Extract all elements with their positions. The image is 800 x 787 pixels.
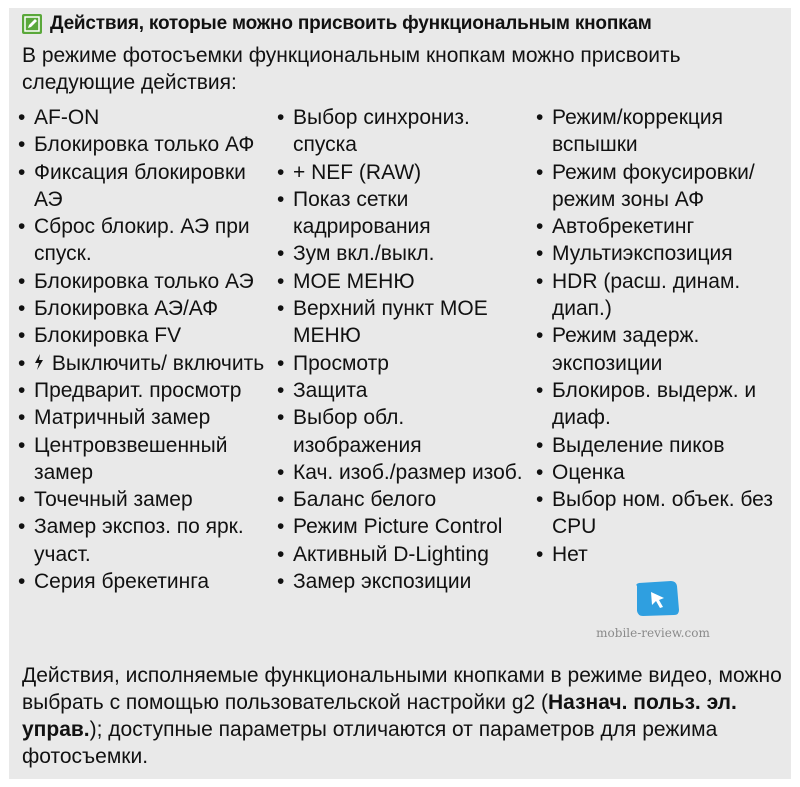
flash-icon <box>34 350 44 377</box>
actions-column-3 <box>536 104 786 568</box>
list-item: • Точечный замер <box>18 486 268 513</box>
list-item: • Блокировка только АЭ <box>18 268 268 295</box>
actions-column-2 <box>277 104 529 595</box>
list-item: • Сброс блокир. АЭ при спуск. <box>18 213 268 268</box>
list-item: • + NEF (RAW) <box>277 159 529 186</box>
list-item-flash <box>18 350 268 377</box>
list-item: • Блокировка FV <box>18 322 268 349</box>
list-item: • Выбор обл. изображения <box>277 404 529 459</box>
list-item: • HDR (расш. динам. диап.) <box>536 268 786 323</box>
list-item-label: Выключить/ включить <box>51 351 265 375</box>
note-header <box>22 13 652 35</box>
list-item: • Выделение пиков <box>536 432 786 459</box>
mobile-review-logo-icon <box>631 580 681 618</box>
watermark <box>588 574 718 646</box>
list-item: • Режим задерж. экспозиции <box>536 322 786 377</box>
list-item: • Блокировка только АФ <box>18 131 268 158</box>
list-item: • Блокировка АЭ/АФ <box>18 295 268 322</box>
list-item: • Верхний пункт МОЕ МЕНЮ <box>277 295 529 350</box>
outro-after: ); доступные параметры отличаются от параметров для режима фотосъемки. <box>22 718 718 768</box>
outro-text <box>22 662 787 770</box>
list-item: • Баланс белого <box>277 486 529 513</box>
list-item: • Режим/коррекция вспышки <box>536 104 786 159</box>
list-item: • Замер экспоз. по ярк. участ. <box>18 513 268 568</box>
list-item: • Кач. изоб./размер изоб. <box>277 459 529 486</box>
list-item: • Блокиров. выдерж. и диаф. <box>536 377 786 432</box>
note-title: Действия, которые можно присвоить функциональным кнопкам <box>50 13 652 34</box>
list-item: • Показ сетки кадрирования <box>277 186 529 241</box>
list-item: • Матричный замер <box>18 404 268 431</box>
note-pencil-icon <box>22 14 42 34</box>
list-item: • Нет <box>536 541 786 568</box>
list-item: • Просмотр <box>277 350 529 377</box>
list-item: • Центровзвешенный замер <box>18 432 268 487</box>
list-item: • Мультиэкспозиция <box>536 240 786 267</box>
list-item: • Серия брекетинга <box>18 568 268 595</box>
list-item: • Зум вкл./выкл. <box>277 240 529 267</box>
list-item: • Выбор синхрониз. спуска <box>277 104 529 159</box>
list-item: • Защита <box>277 377 529 404</box>
list-item: • Оценка <box>536 459 786 486</box>
list-item: • Режим Picture Control <box>277 513 529 540</box>
intro-text: В режиме фотосъемки функциональным кнопкам можно присвоить следующие действия: <box>22 44 681 94</box>
list-item: • Режим фокусировки/ режим зоны АФ <box>536 159 786 214</box>
list-item: • AF-ON <box>18 104 268 131</box>
actions-column-1 <box>18 104 268 595</box>
list-item: • Автобрекетинг <box>536 213 786 240</box>
outro-setting-name: Назнач. польз. эл. управ. <box>22 691 737 741</box>
list-item: • Активный D-Lighting <box>277 541 529 568</box>
list-item: • Выбор ном. объек. без CPU <box>536 486 786 541</box>
watermark-text: mobile-review.com <box>596 626 710 640</box>
list-item: • Фиксация блокировки АЭ <box>18 159 268 214</box>
outro-before: Действия, исполняемые функциональными кнопками в режиме видео, можно выбрать с помощью пользовательской настройки g2 ( <box>22 664 782 714</box>
list-item: • Предварит. просмотр <box>18 377 268 404</box>
list-item: • Замер экспозиции <box>277 568 529 595</box>
list-item: • МОЕ МЕНЮ <box>277 268 529 295</box>
